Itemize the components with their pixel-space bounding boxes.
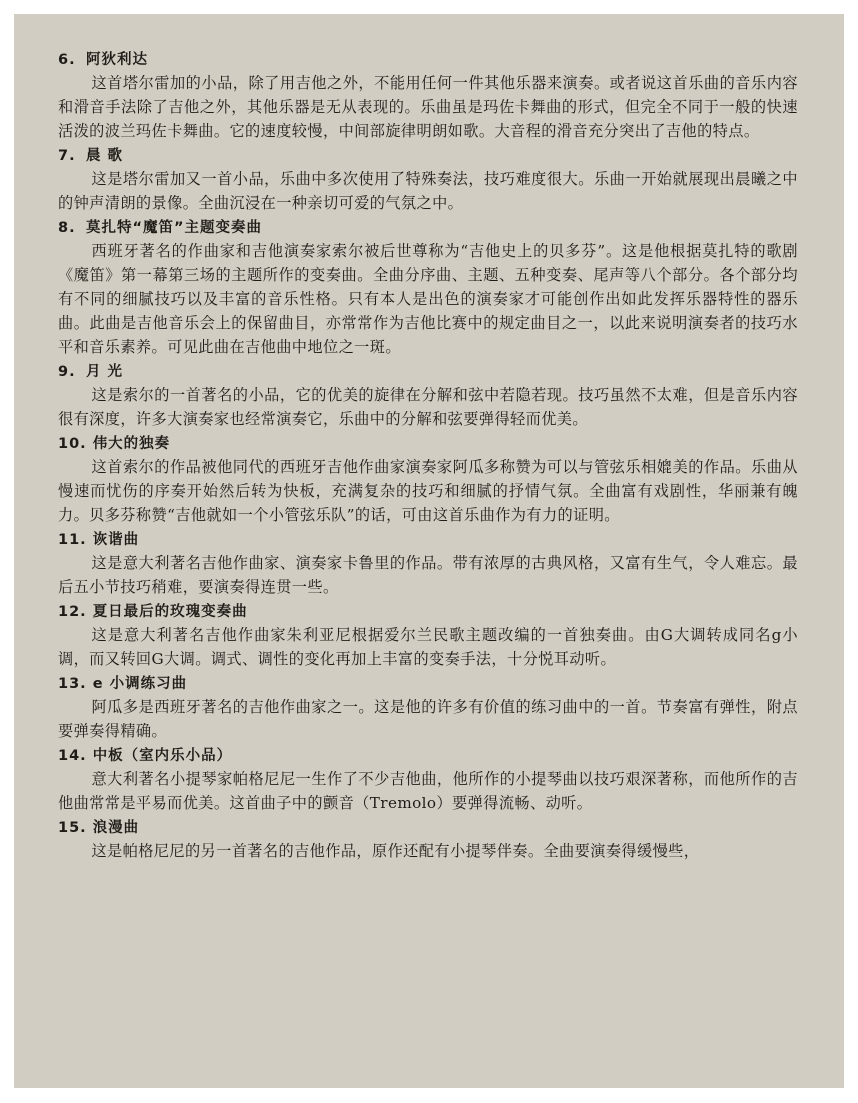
scanned-page xyxy=(14,14,844,1088)
section-number: 8. xyxy=(58,220,76,236)
section-number: 9. xyxy=(58,364,76,380)
section-body: 这是索尔的一首著名的小品，它的优美的旋律在分解和弦中若隐若现。技巧虽然不太难，但是音乐内容很有深度，许多大演奏家也经常演奏它，乐曲中的分解和弦要弹得轻而优美。 xyxy=(58,386,798,428)
section-title: 伟大的独奏 xyxy=(92,436,171,452)
section-title: 晨 歌 xyxy=(86,148,124,164)
section-body: 这首塔尔雷加的小品，除了用吉他之外，不能用任何一件其他乐器来演奏。或者说这首乐曲的音乐内容和滑音手法除了吉他之外，其他乐器是无从表现的。乐曲虽是玛佐卡舞曲的形式，但完全不同于一般的快速活泼的波兰玛佐卡舞曲。它的速度较慢，中间部旋律明朗如歌。大音程的滑音充分突出了吉他的特点。 xyxy=(58,74,798,140)
section-title: 浪漫曲 xyxy=(92,820,140,836)
section-number: 12. xyxy=(58,604,87,620)
section-heading xyxy=(58,817,798,839)
section-number: 10. xyxy=(58,436,87,452)
section-title: 月 光 xyxy=(86,364,124,380)
section-14 xyxy=(58,745,798,815)
section-heading xyxy=(58,601,798,623)
section-heading xyxy=(58,433,798,455)
section-heading xyxy=(58,745,798,767)
section-heading xyxy=(58,217,798,239)
section-12 xyxy=(58,601,798,671)
section-body: 阿瓜多是西班牙著名的吉他作曲家之一。这是他的许多有价值的练习曲中的一首。节奏富有弹性，附点要弹奏得精确。 xyxy=(58,698,798,740)
section-body: 这是帕格尼尼的另一首著名的吉他作品，原作还配有小提琴伴奏。全曲要演奏得缓慢些， xyxy=(91,842,700,860)
section-body: 这是意大利著名吉他作曲家、演奏家卡鲁里的作品。带有浓厚的古典风格，又富有生气，令人难忘。最后五小节技巧稍难，要演奏得连贯一些。 xyxy=(58,554,798,596)
section-number: 13. xyxy=(58,676,87,692)
section-6 xyxy=(58,49,798,143)
section-number: 15. xyxy=(58,820,87,836)
section-title: 诙谐曲 xyxy=(92,532,140,548)
section-number: 6. xyxy=(58,52,76,68)
section-body: 意大利著名小提琴家帕格尼尼一生作了不少吉他曲，他所作的小提琴曲以技巧艰深著称，而他所作的吉他曲常常是平易而优美。这首曲子中的颤音（Tremolo）要弹得流畅、动听。 xyxy=(58,770,798,812)
section-10 xyxy=(58,433,798,527)
section-heading xyxy=(58,361,798,383)
section-number: 7. xyxy=(58,148,76,164)
section-title: e 小调练习曲 xyxy=(92,676,188,692)
section-title: 阿狄利达 xyxy=(86,52,148,68)
section-title: 夏日最后的玫瑰变奏曲 xyxy=(92,604,248,620)
section-title: 中板（室内乐小品） xyxy=(92,748,233,764)
section-7 xyxy=(58,145,798,215)
section-heading xyxy=(58,145,798,167)
section-number: 11. xyxy=(58,532,87,548)
section-9 xyxy=(58,361,798,431)
section-title: 莫扎特“魔笛”主题变奏曲 xyxy=(86,220,263,236)
section-heading xyxy=(58,529,798,551)
section-8 xyxy=(58,217,798,359)
section-15 xyxy=(58,817,798,863)
section-11 xyxy=(58,529,798,599)
section-body: 这首索尔的作品被他同代的西班牙吉他作曲家演奏家阿瓜多称赞为可以与管弦乐相媲美的作品。乐曲从慢速而忧伤的序奏开始然后转为快板，充满复杂的技巧和细腻的抒情气氛。全曲富有戏剧性，华丽兼有魄力。贝多芬称赞“吉他就如一个小管弦乐队”的话，可由这首乐曲作为有力的证明。 xyxy=(58,458,798,524)
section-heading xyxy=(58,673,798,695)
section-13 xyxy=(58,673,798,743)
section-heading xyxy=(58,49,798,71)
section-number: 14. xyxy=(58,748,87,764)
section-body: 西班牙著名的作曲家和吉他演奏家索尔被后世尊称为“吉他史上的贝多芬”。这是他根据莫扎特的歌剧《魔笛》第一幕第三场的主题所作的变奏曲。全曲分序曲、主题、五种变奏、尾声等八个部分。各个部分均有不同的细腻技巧以及丰富的音乐性格。只有本人是出色的演奏家才可能创作出如此发挥乐器特性的器乐曲。此曲是吉他音乐会上的保留曲目，亦常常作为吉他比赛中的规定曲目之一，以此来说明演奏者的技巧水平和音乐素养。可见此曲在吉他曲中地位之一斑。 xyxy=(58,242,798,356)
section-body: 这是塔尔雷加又一首小品，乐曲中多次使用了特殊奏法，技巧难度很大。乐曲一开始就展现出晨曦之中的钟声清朗的景像。全曲沉浸在一种亲切可爱的气氛之中。 xyxy=(58,170,798,212)
section-body: 这是意大利著名吉他作曲家朱利亚尼根据爱尔兰民歌主题改编的一首独奏曲。由G大调转成同名g小调，而又转回G大调。调式、调性的变化再加上丰富的变奏手法，十分悦耳动听。 xyxy=(58,626,798,668)
